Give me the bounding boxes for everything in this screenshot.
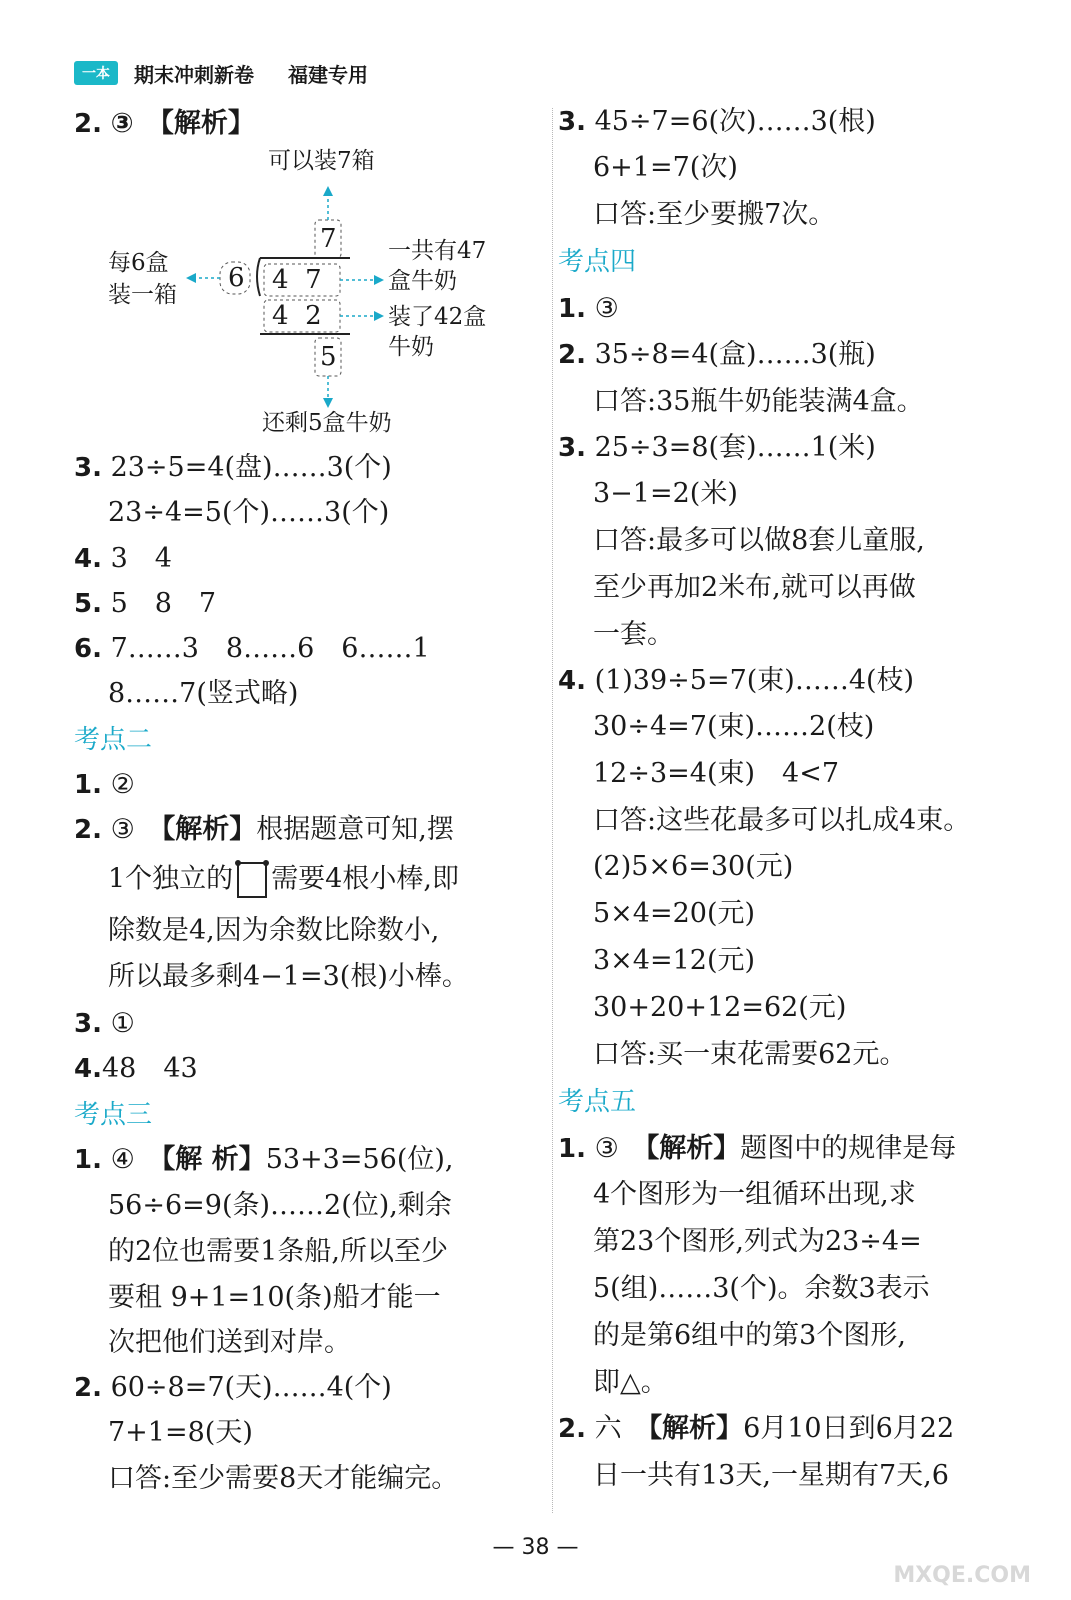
s5-answer-2-line-2: 日一共有13天,一星期有7天,6 [593, 1460, 949, 1491]
s3-answer-1-line-1: 1. ④ 【解 析】53+3=56(位), [74, 1144, 454, 1175]
s3-answer-1-line-4: 要租 9+1=10(条)船才能一 [108, 1282, 441, 1313]
r-answer-3-line-3: 口答:至少要搬7次。 [593, 199, 836, 230]
s4-answer-2-line-2: 口答:35瓶牛奶能装满4盒。 [593, 386, 924, 417]
diagram-left-label-2: 装一箱 [108, 282, 177, 308]
diagram-product: 4 2 [272, 301, 322, 331]
s3-answer-2-line-3: 口答:至少需要8天才能编完。 [108, 1463, 459, 1494]
brand-logo: 一本 [74, 61, 118, 85]
s4-answer-4-line-6: 5×4=20(元) [593, 898, 756, 929]
s5-answer-2-line-1: 2. 六 【解析】6月10日到6月22 [558, 1413, 955, 1444]
s4-answer-4-line-8: 30+20+12=62(元) [593, 992, 847, 1023]
answer-3-line-2: 23÷4=5(个)……3(个) [108, 497, 390, 528]
s2-answer-3: 3. ① [74, 1008, 135, 1039]
s5-answer-1-line-3: 第23个图形,列式为23÷4= [593, 1226, 922, 1257]
s4-answer-4-line-7: 3×4=12(元) [593, 945, 756, 976]
section-heading-2: 考点二 [74, 725, 153, 755]
s4-answer-3-line-2: 3−1=2(米) [593, 478, 738, 509]
s5-answer-1-line-6: 即△。 [593, 1367, 668, 1398]
diagram-right-label-2a: 装了42盒 [388, 304, 487, 330]
s3-answer-2-line-1: 2. 60÷8=7(天)……4(个) [74, 1372, 392, 1403]
answer-6-line-2: 8……7(竖式略) [108, 678, 299, 709]
diagram-top-label: 可以装7箱 [268, 148, 375, 174]
column-divider [552, 108, 553, 1513]
diagram-dividend: 4 7 [272, 265, 322, 295]
answer-5: 5. 5 8 7 [74, 588, 217, 619]
diagram-remainder: 5 [320, 342, 337, 372]
s5-answer-1-line-5: 的是第6组中的第3个图形, [593, 1320, 906, 1351]
r-answer-3-line-1: 3. 45÷7=6(次)……3(根) [558, 106, 876, 137]
book-subtitle: 福建专用 [288, 62, 368, 87]
s4-answer-3-line-5: 一套。 [593, 619, 674, 650]
division-diagram [100, 140, 530, 440]
s2-answer-4: 4.48 43 [74, 1053, 198, 1084]
s4-answer-4-line-5: (2)5×6=30(元) [593, 851, 794, 882]
section-heading-4: 考点四 [558, 247, 637, 277]
s4-answer-4-line-1: 4. (1)39÷5=7(束)……4(枝) [558, 665, 915, 696]
s3-answer-1-line-3: 的2位也需要1条船,所以至少 [108, 1236, 448, 1267]
s5-answer-1-line-1: 1. ③ 【解析】题图中的规律是每 [558, 1133, 957, 1164]
diagram-divisor: 6 [228, 263, 245, 293]
book-title: 期末冲刺新卷 [134, 62, 254, 87]
square-stick-icon [237, 862, 267, 898]
answer-2: 2. ③ 【解析】 [74, 108, 255, 139]
s5-answer-1-line-4: 5(组)……3(个)。余数3表示 [593, 1273, 930, 1304]
s4-answer-4-line-4: 口答:这些花最多可以扎成4束。 [593, 805, 971, 836]
s4-answer-3-line-4: 至少再加2米布,就可以再做 [593, 572, 916, 603]
answer-4: 4. 3 4 [74, 543, 172, 574]
s3-answer-1-line-5: 次把他们送到对岸。 [108, 1327, 351, 1358]
watermark: MXQE.COM [893, 1563, 1031, 1588]
s2-answer-2-line-1: 2. ③ 【解析】根据题意可知,摆 [74, 814, 454, 845]
s2-answer-2-line-3: 除数是4,因为余数比除数小, [108, 915, 440, 946]
s3-answer-1-line-2: 56÷6=9(条)……2(位),剩余 [108, 1190, 452, 1221]
answer-6-line-1: 6. 7……3 8……6 6……1 [74, 633, 430, 664]
diagram-left-label-1: 每6盒 [108, 250, 169, 276]
s2-answer-1: 1. ② [74, 769, 135, 800]
s4-answer-4-line-2: 30÷4=7(束)……2(枝) [593, 711, 875, 742]
page-number: — 38 — [492, 1535, 579, 1560]
s2-answer-2-line-4: 所以最多剩4−1=3(根)小棒。 [108, 961, 469, 992]
page-header [74, 60, 368, 86]
diagram-right-label-2b: 牛奶 [388, 334, 434, 360]
s4-answer-4-line-9: 口答:买一束花需要62元。 [593, 1039, 907, 1070]
s4-answer-2-line-1: 2. 35÷8=4(盒)……3(瓶) [558, 339, 876, 370]
s5-answer-1-line-2: 4个图形为一组循环出现,求 [593, 1179, 916, 1210]
diagram-bottom-label: 还剩5盒牛奶 [262, 410, 392, 436]
s4-answer-3-line-1: 3. 25÷3=8(套)……1(米) [558, 432, 876, 463]
r-answer-3-line-2: 6+1=7(次) [593, 152, 738, 183]
diagram-right-label-1a: 一共有47 [388, 238, 487, 264]
diagram-right-label-1b: 盒牛奶 [388, 268, 457, 294]
section-heading-5: 考点五 [558, 1087, 637, 1117]
s4-answer-3-line-3: 口答:最多可以做8套儿童服, [593, 525, 925, 556]
diagram-quotient: 7 [320, 224, 337, 254]
s3-answer-2-line-2: 7+1=8(天) [108, 1417, 253, 1448]
s4-answer-1: 1. ③ [558, 293, 619, 324]
section-heading-3: 考点三 [74, 1100, 153, 1130]
answer-3-line-1: 3. 23÷5=4(盘)……3(个) [74, 452, 392, 483]
s2-answer-2-line-2: 1个独立的 需要4根小棒,即 [108, 862, 459, 898]
s4-answer-4-line-3: 12÷3=4(束) 4<7 [593, 758, 840, 789]
